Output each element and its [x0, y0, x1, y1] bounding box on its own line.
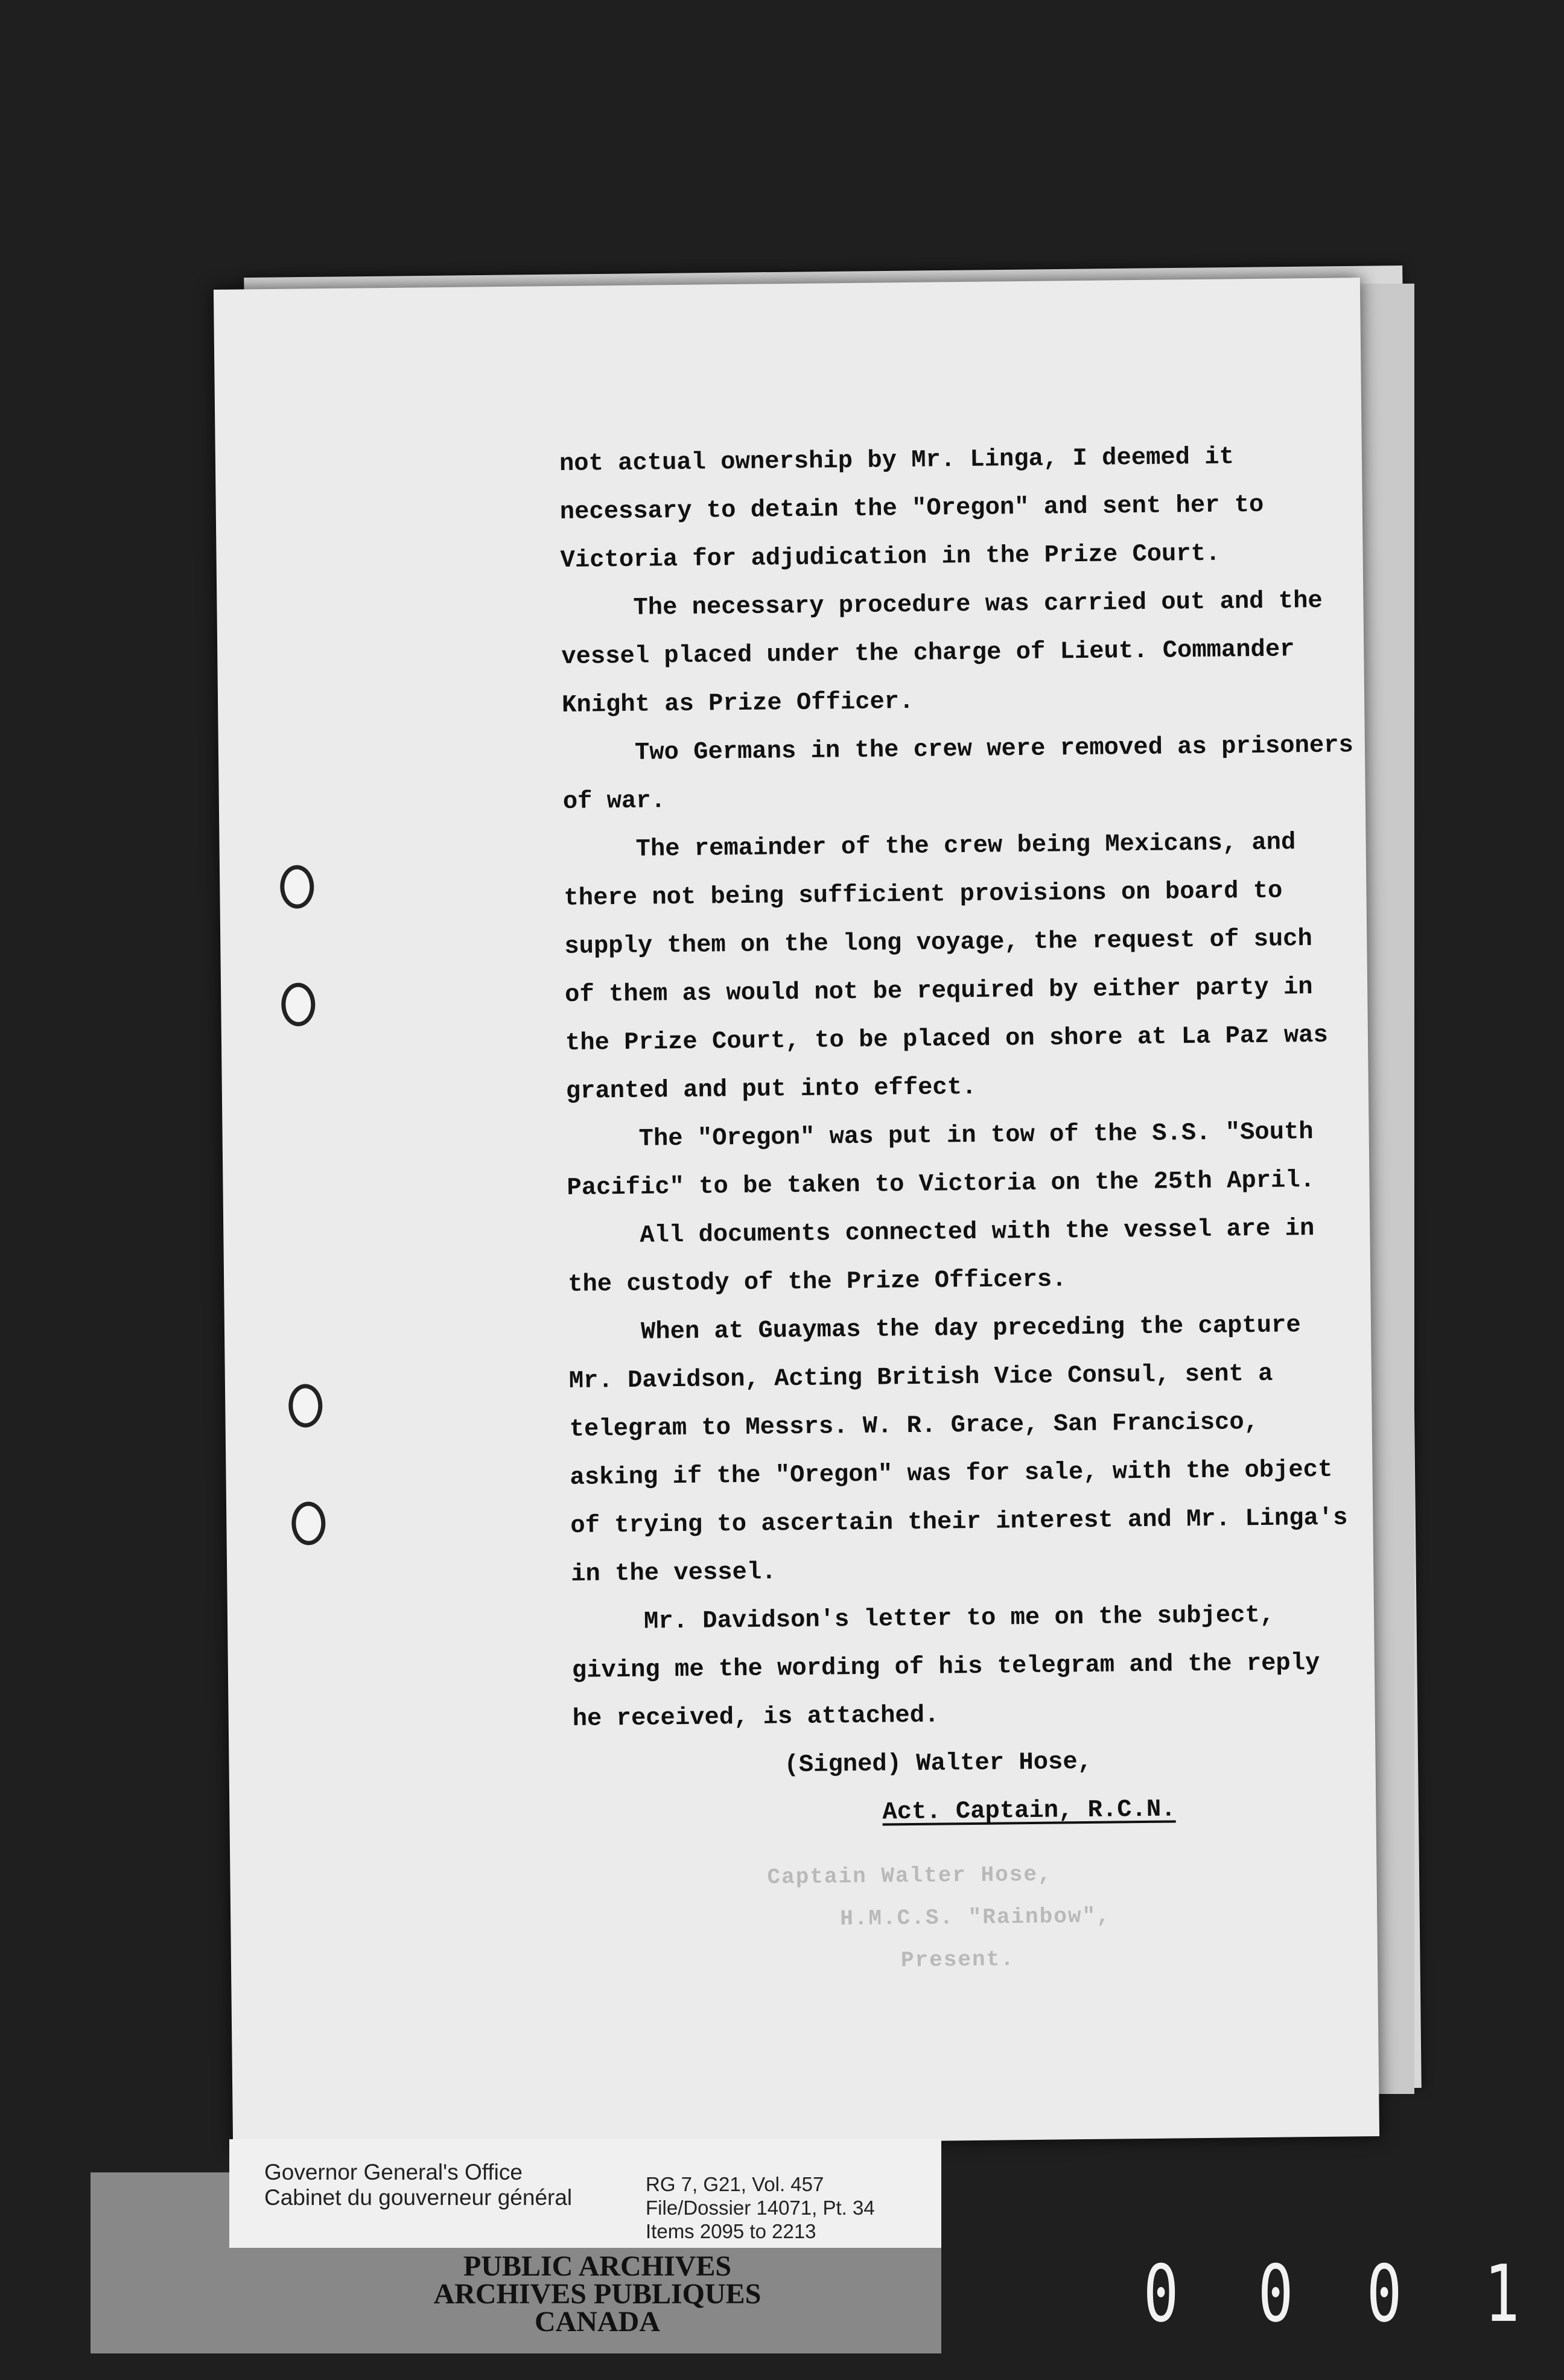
office-name [264, 2160, 572, 2210]
stamp-line: ARCHIVES PUBLIQUES [433, 2278, 761, 2310]
text-line: Mr. Davidson, Acting British Vice Consul, sent a [568, 1360, 1273, 1395]
bleed-through-text: H.M.C.S. "Rainbow", [840, 1903, 1111, 1932]
text-line: vessel placed under the charge of Lieut. Commander [561, 635, 1295, 672]
office-name-en: Governor General's Office [264, 2160, 523, 2184]
text-line: All documents connected with the vessel are in [640, 1215, 1315, 1250]
text-line: Pacific" to be taken to Victoria on the 25th April. [567, 1166, 1315, 1202]
text-line: of trying to ascertain their interest and Mr. Linga's [570, 1504, 1348, 1540]
text-line: The necessary procedure was carried out and the [633, 587, 1323, 622]
text-line: the custody of the Prize Officers. [567, 1265, 1067, 1299]
text-line: the Prize Court, to be placed on shore at La Paz was [565, 1021, 1329, 1057]
frame-number-digit: 0 [1143, 2248, 1179, 2340]
text-line: When at Guaymas the day preceding the capture [640, 1311, 1301, 1346]
punch-hole [280, 865, 314, 909]
text-line: The "Oregon" was put in tow of the S.S. "South [638, 1118, 1314, 1153]
letter-body [559, 432, 1354, 1840]
letter-page [214, 278, 1379, 2148]
frame-number-digit: 0 [1366, 2248, 1402, 2340]
punch-hole [281, 982, 316, 1026]
text-line: Two Germans in the crew were removed as prisoners [634, 731, 1354, 767]
text-line: supply them on the long voyage, the request of such [564, 925, 1313, 961]
text-line: in the vessel. [571, 1558, 777, 1588]
text-line: of war. [562, 787, 666, 816]
text-line: he received, is attached. [572, 1701, 939, 1733]
archive-label [229, 2139, 941, 2248]
text-line: Knight as Prize Officer. [561, 687, 914, 720]
text-line: necessary to detain the "Oregon" and sent her to [559, 491, 1264, 527]
frame-number-digit: 1 [1484, 2248, 1520, 2340]
text-line: telegram to Messrs. W. R. Grace, San Francisco, [569, 1408, 1259, 1443]
text-line: there not being sufficient provisions on board to [564, 877, 1283, 913]
text-line: of them as would not be required by either party in [564, 973, 1313, 1009]
text-line: granted and put into effect. [565, 1073, 977, 1106]
punch-hole [291, 1501, 326, 1545]
office-name-fr: Cabinet du gouverneur général [264, 2185, 573, 2210]
punch-hole [288, 1384, 323, 1428]
stamp-line: CANADA [535, 2306, 660, 2338]
frame-number-digit: 0 [1257, 2248, 1294, 2340]
signer-title: Act. Captain, R.C.N. [882, 1795, 1176, 1827]
text-line: The remainder of the crew being Mexicans, and [635, 829, 1296, 864]
text-line: Mr. Davidson's letter to me on the subject, [643, 1601, 1275, 1636]
signature: (Signed) Walter Hose, [784, 1748, 1093, 1780]
bleed-through-text: Present. [900, 1947, 1016, 1973]
text-line: asking if the "Oregon" was for sale, with the object [570, 1456, 1333, 1492]
text-line: not actual ownership by Mr. Linga, I deemed it [559, 443, 1235, 479]
stamp-line: PUBLIC ARCHIVES [463, 2250, 732, 2282]
reference-line: RG 7, G21, Vol. 457 [646, 2173, 824, 2195]
archives-stamp [338, 2250, 857, 2338]
archive-reference [646, 2172, 875, 2243]
text-line: giving me the wording of his telegram and the reply [571, 1649, 1320, 1685]
bleed-through-text: Captain Walter Hose, [767, 1862, 1052, 1890]
reference-line: File/Dossier 14071, Pt. 34 [646, 2197, 875, 2219]
reference-line: Items 2095 to 2213 [646, 2220, 816, 2242]
text-line: Victoria for adjudication in the Prize Court. [560, 539, 1221, 575]
